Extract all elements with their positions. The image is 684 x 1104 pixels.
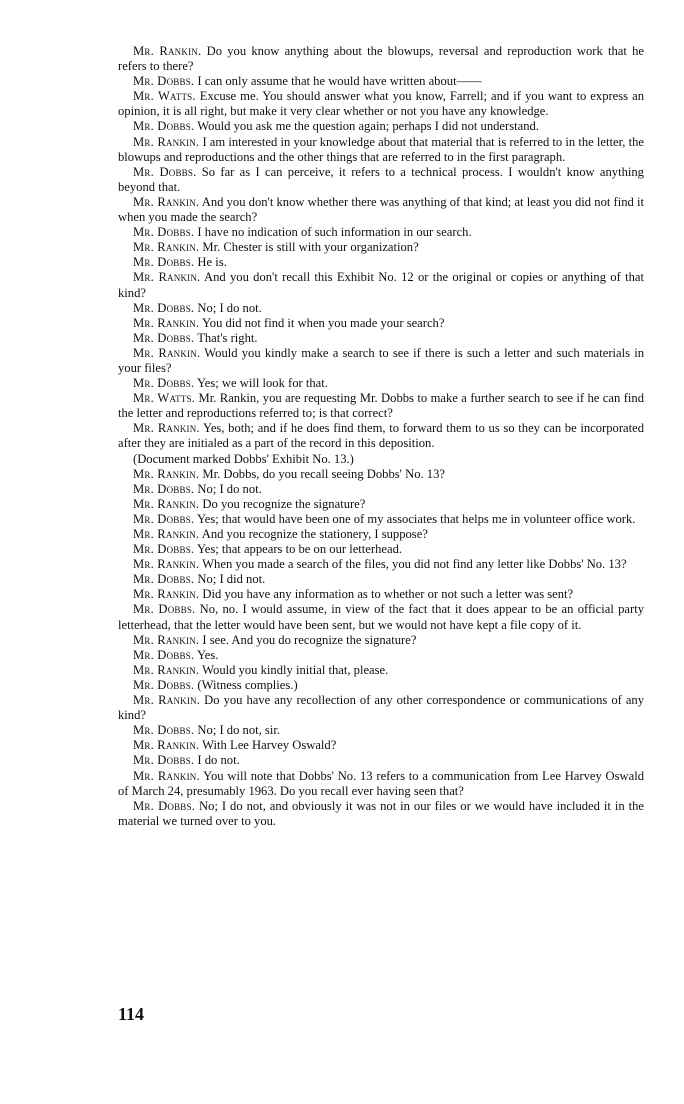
speaker-name: Mr. Dobbs.: [133, 255, 195, 270]
paragraph-text: No; I do not.: [197, 481, 262, 496]
paragraph-text: Mr. Rankin, you are requesting Mr. Dobbs to make a further search to see if he can find the letter and reproductions referred to; is that correct?: [118, 391, 644, 421]
speaker-name: Mr. Dobbs.: [133, 602, 196, 617]
speaker-name: Mr. Dobbs.: [133, 119, 195, 134]
paragraph-text: Would you kindly initial that, please.: [202, 662, 389, 677]
transcript-paragraph: [118, 301, 644, 316]
speaker-name: Mr. Rankin.: [133, 421, 200, 436]
paragraph-text: Yes, both; and if he does find them, to forward them to us so they can be incorporated after they are initialed as a part of the record in this deposition.: [118, 421, 645, 451]
paragraph-text: I can only assume that he would have written about——: [197, 74, 482, 89]
speaker-name: Mr. Dobbs.: [133, 330, 195, 345]
transcript-body: [118, 44, 644, 829]
speaker-name: Mr. Dobbs.: [133, 798, 196, 813]
speaker-name: Mr. Dobbs.: [133, 481, 195, 496]
transcript-paragraph: [118, 663, 644, 678]
paragraph-text: I have no indication of such information in our search.: [197, 225, 472, 240]
speaker-name: Mr. Rankin.: [133, 693, 201, 708]
paragraph-text: So far as I can perceive, it refers to a technical process. I wouldn't know anything beyond that.: [118, 164, 644, 194]
paragraph-text: When you made a search of the files, you did not find any letter like Dobbs' No. 13?: [202, 557, 627, 572]
speaker-name: Mr. Rankin.: [133, 738, 200, 753]
transcript-paragraph: [118, 557, 644, 572]
speaker-name: Mr. Rankin.: [133, 466, 200, 481]
transcript-paragraph: [118, 587, 644, 602]
transcript-paragraph: [118, 44, 644, 74]
transcript-paragraph: [118, 633, 644, 648]
transcript-paragraph: [118, 376, 644, 391]
transcript-paragraph: [118, 753, 644, 768]
transcript-paragraph: [118, 482, 644, 497]
speaker-name: Mr. Watts.: [133, 391, 196, 406]
speaker-name: Mr. Rankin.: [133, 557, 200, 572]
paragraph-text: Yes; that would have been one of my associates that helps me in volunteer office work.: [196, 511, 636, 526]
transcript-paragraph: [118, 270, 644, 300]
paragraph-text: That's right.: [197, 330, 258, 345]
paragraph-text: Mr. Chester is still with your organization?: [202, 240, 419, 255]
paragraph-text: Mr. Dobbs, do you recall seeing Dobbs' No. 13?: [202, 466, 445, 481]
paragraph-text: I do not.: [197, 753, 240, 768]
transcript-paragraph: [118, 316, 644, 331]
paragraph-text: Would you ask me the question again; perhaps I did not understand.: [197, 119, 539, 134]
paragraph-text: No; I did not.: [197, 572, 266, 587]
transcript-paragraph: [118, 74, 644, 89]
paragraph-text: Do you recognize the signature?: [202, 496, 366, 511]
transcript-paragraph: [118, 467, 644, 482]
transcript-paragraph: [118, 89, 644, 119]
transcript-paragraph: [118, 195, 644, 225]
speaker-name: Mr. Dobbs.: [133, 647, 195, 662]
speaker-name: Mr. Rankin.: [133, 632, 200, 647]
paragraph-text: No, no. I would assume, in view of the fact that it does appear to be an official party letterhead, that the letter would have been sent, but we would not have kept a file copy of it.: [118, 602, 644, 632]
speaker-name: Mr. Rankin.: [133, 662, 200, 677]
speaker-name: Mr. Rankin.: [133, 134, 200, 149]
transcript-paragraph: [118, 769, 644, 799]
transcript-paragraph: [118, 602, 644, 632]
transcript-paragraph: [118, 497, 644, 512]
transcript-paragraph: [118, 678, 644, 693]
transcript-paragraph: [118, 648, 644, 663]
paragraph-text: And you recognize the stationery, I suppose?: [201, 527, 428, 541]
transcript-paragraph: [118, 255, 644, 270]
speaker-name: Mr. Dobbs.: [133, 164, 197, 179]
transcript-paragraph: [118, 723, 644, 738]
transcript-paragraph: [118, 391, 644, 421]
paragraph-text: Yes; we will look for that.: [196, 376, 328, 391]
transcript-paragraph: [118, 542, 644, 557]
speaker-name: Mr. Dobbs.: [133, 572, 195, 587]
paragraph-text: With Lee Harvey Oswald?: [202, 738, 337, 753]
speaker-name: Mr. Dobbs.: [133, 677, 195, 692]
transcript-paragraph: [118, 799, 644, 829]
paragraph-text: Yes; that appears to be on our letterhead.: [196, 542, 403, 557]
transcript-paragraph: [118, 693, 644, 723]
speaker-name: Mr. Rankin.: [133, 345, 201, 360]
speaker-name: Mr. Watts.: [133, 89, 196, 104]
transcript-paragraph: [118, 119, 644, 134]
transcript-paragraph: [118, 225, 644, 240]
paragraph-text: And you don't recall this Exhibit No. 12 or the original or copies or anything of that kind?: [118, 270, 644, 300]
paragraph-text: And you don't know whether there was anything of that kind; at least you did not find it when you made the search?: [118, 194, 644, 225]
paragraph-text: Yes.: [196, 647, 219, 662]
speaker-name: Mr. Dobbs.: [133, 225, 195, 240]
speaker-name: Mr. Rankin.: [133, 768, 200, 783]
paragraph-text: You will note that Dobbs' No. 13 refers to a communication from Lee Harvey Oswald of March 24, presumably 1963. Do you recall ever having seen that?: [118, 768, 644, 798]
paragraph-text: I see. And you do recognize the signature?: [202, 632, 417, 647]
transcript-paragraph: [118, 331, 644, 346]
transcript-paragraph: [118, 572, 644, 587]
speaker-name: Mr. Rankin.: [133, 527, 200, 541]
paragraph-text: (Document marked Dobbs' Exhibit No. 13.): [133, 451, 354, 466]
transcript-paragraph: [118, 527, 644, 542]
speaker-name: Mr. Dobbs.: [133, 753, 195, 768]
paragraph-text: You did not find it when you made your search?: [201, 315, 445, 330]
transcript-paragraph: [118, 421, 644, 451]
transcript-paragraph: [118, 240, 644, 255]
paragraph-text: (Witness complies.): [197, 677, 298, 692]
transcript-paragraph: [118, 738, 644, 753]
speaker-name: Mr. Dobbs.: [133, 74, 195, 89]
speaker-name: Mr. Rankin.: [133, 315, 200, 330]
page-number: 114: [118, 1004, 145, 1024]
speaker-name: Mr. Rankin.: [133, 270, 201, 285]
paragraph-text: He is.: [197, 255, 227, 270]
paragraph-text: No; I do not.: [197, 300, 262, 315]
paragraph-text: No; I do not, and obviously it was not in our files or we would have included it in the material we turned over to you.: [118, 798, 644, 828]
speaker-name: Mr. Rankin.: [133, 240, 200, 255]
speaker-name: Mr. Rankin.: [133, 194, 200, 209]
paragraph-text: Excuse me. You should answer what you know, Farrell; and if you want to express an opinion, it is all right, but make it very clear whether or not you have any knowledge.: [118, 89, 645, 119]
transcript-paragraph: [118, 165, 644, 195]
paragraph-text: Do you know anything about the blowups, reversal and reproduction work that he refers to there?: [118, 44, 645, 74]
speaker-name: Mr. Rankin.: [133, 587, 200, 602]
speaker-name: Mr. Dobbs.: [133, 723, 195, 738]
transcript-paragraph: [118, 135, 644, 165]
speaker-name: Mr. Dobbs.: [133, 511, 195, 526]
transcript-paragraph: [118, 346, 644, 376]
transcript-paragraph: [118, 452, 644, 467]
speaker-name: Mr. Dobbs.: [133, 300, 195, 315]
paragraph-text: No; I do not, sir.: [197, 723, 280, 738]
paragraph-text: Do you have any recollection of any other correspondence or communications of any kind?: [118, 693, 645, 723]
transcript-paragraph: [118, 512, 644, 527]
paragraph-text: Would you kindly make a search to see if there is such a letter and such materials in your files?: [118, 345, 644, 375]
speaker-name: Mr. Rankin.: [133, 496, 200, 511]
paragraph-text: Did you have any information as to whether or not such a letter was sent?: [202, 587, 574, 602]
speaker-name: Mr. Dobbs.: [133, 376, 195, 391]
paragraph-text: I am interested in your knowledge about that material that is referred to in the letter, the blowups and reproductions and the other things that are referred to in the first paragraph.: [118, 134, 644, 164]
speaker-name: Mr. Dobbs.: [133, 542, 195, 557]
speaker-name: Mr. Rankin.: [133, 44, 202, 58]
